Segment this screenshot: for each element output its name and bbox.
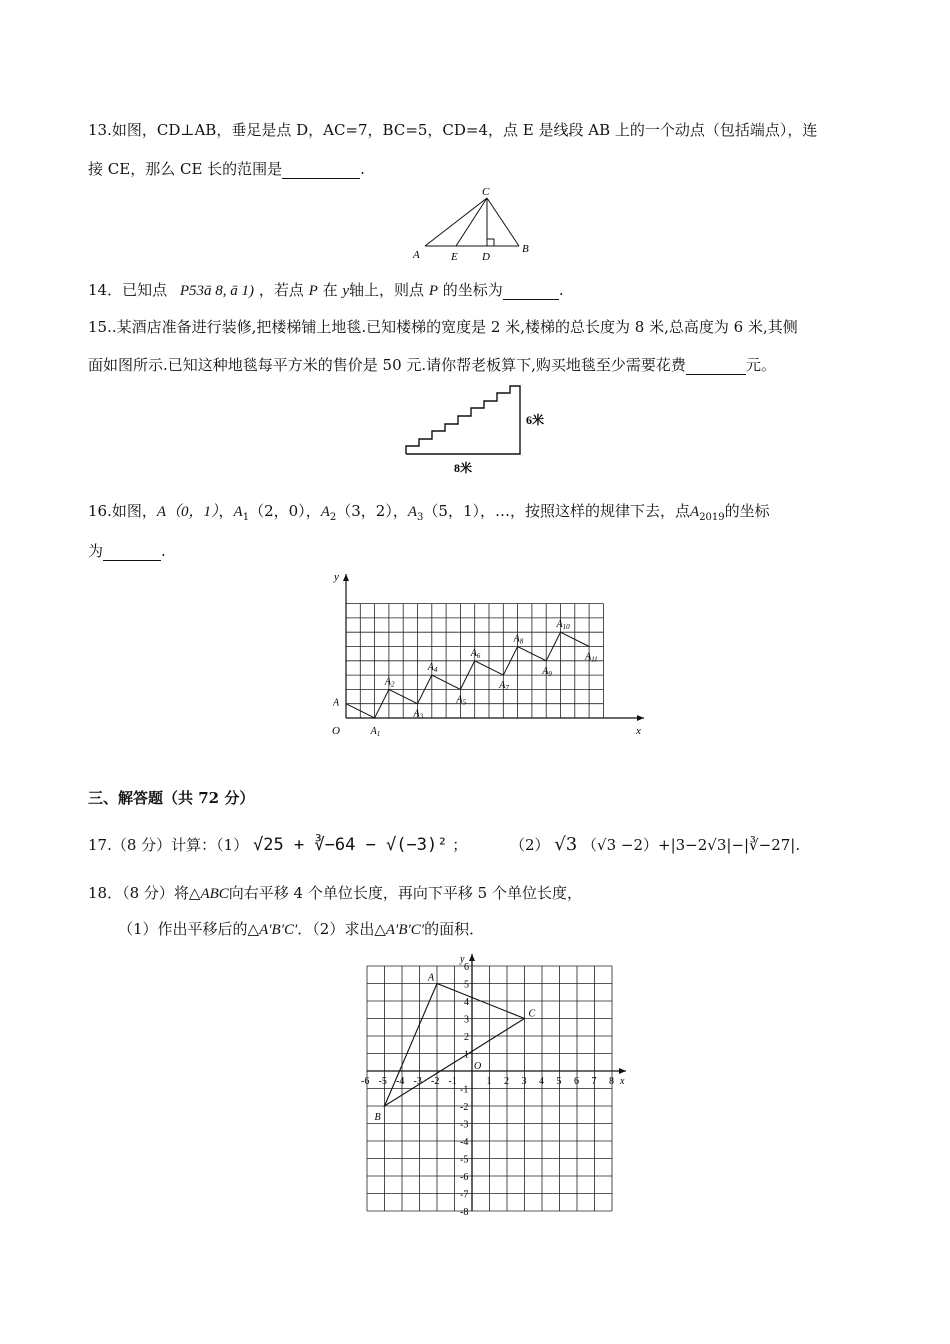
q18-abc: ABC: [200, 886, 229, 902]
y-tick-label: -1: [460, 1084, 469, 1096]
x-tick-label: -4: [396, 1076, 405, 1087]
q16-line1: 16.如图，A（0，1），$A_1(2$，0），$A_2(3$，2），$A_3(5$，1），…，按照这样的规律下去，点$A_{2019}$的坐标: [88, 502, 770, 523]
q16-grid-figure: [326, 568, 652, 740]
x-tick-label: 6: [574, 1076, 579, 1087]
point-label-a9: $A_9$: [542, 665, 552, 678]
q18-part2-end: 的面积．: [424, 920, 485, 938]
q16-a2-name: A: [320, 504, 330, 520]
q17-expression-2a: √3: [554, 834, 578, 855]
q14-axis: 轴上，则点: [349, 281, 425, 299]
x-tick-label: -3: [413, 1076, 422, 1087]
vertex-label-c: C: [528, 1008, 536, 1020]
q18-text1: 18．（8 分）将△: [88, 884, 201, 902]
x-tick-label: 7: [591, 1076, 597, 1087]
y-tick-label: -5: [460, 1154, 469, 1166]
q16-a2-sub: 2: [329, 512, 337, 523]
q16-a1-name: A: [233, 504, 243, 520]
point-label-a11: $A_{11}$: [585, 651, 598, 664]
label-D: D: [482, 251, 490, 263]
label-A: A: [413, 249, 420, 261]
y-arrow: [343, 574, 349, 581]
q15-line2: [88, 354, 776, 375]
q13-line2: [88, 158, 365, 179]
x-tick-label: 8: [609, 1076, 614, 1087]
q14-zai: 在: [322, 281, 338, 299]
point-label-a2: $A_2$: [384, 676, 395, 689]
y-tick-label: 1: [464, 1049, 469, 1061]
origin-label: O: [474, 1061, 482, 1072]
q16-end2: .: [161, 542, 166, 560]
y-tick-label: -6: [460, 1172, 469, 1183]
axis-label-x: x: [636, 725, 641, 737]
point-label-a: A: [333, 697, 340, 709]
y-arrow: [469, 954, 475, 961]
q14-end: .: [558, 281, 564, 299]
stairs-length-label: 8米: [454, 461, 473, 475]
q16-end1: 的坐标: [724, 502, 770, 520]
q17-line: [88, 834, 467, 855]
q18-part1: （1）作出平移后的△: [118, 920, 260, 938]
x-arrow: [619, 1068, 626, 1074]
q13-text: 接 CE，那么 CE 长的范围是: [88, 160, 283, 178]
q13-end: .: [360, 160, 365, 178]
q18-abc-prime: A′B′C′: [259, 922, 298, 938]
q17-prefix: 17.（8 分）计算：（1）: [88, 836, 249, 854]
q14-answer-blank: [503, 281, 559, 300]
q16-a3-coord: （5，1）: [423, 502, 480, 520]
q13-triangle-figure: [405, 182, 535, 264]
point-label-a6: $A_6$: [470, 647, 481, 660]
q14-point-expression: P53ā 8, ā 1): [179, 283, 255, 299]
x-tick-label: -6: [361, 1076, 370, 1087]
q18-abc-prime-2: A′B′C′: [385, 922, 425, 938]
q15-stairs-figure: [400, 382, 560, 478]
y-tick-label: -3: [460, 1119, 469, 1131]
q18-text2: 向右平移 4 个单位长度，再向下平移 5 个单位长度，: [228, 884, 582, 902]
label-E: E: [451, 251, 458, 263]
y-tick-label: 2: [464, 1032, 469, 1043]
axis-label-y: y: [334, 571, 339, 583]
q17-end: .: [795, 836, 801, 854]
point-label-a10: $A_{10}$: [556, 619, 570, 632]
q16-target-sub: 2019: [699, 512, 725, 523]
y-tick-label: 3: [464, 1014, 469, 1026]
q17-expression-2c: +|3−2√3|−|∛−27|: [658, 836, 796, 854]
q16-prefix: 16.如图，: [88, 502, 157, 520]
x-tick-label: 1: [486, 1076, 492, 1087]
point-label-a3: $A_3$: [413, 708, 424, 721]
axis-label-y: y: [460, 954, 465, 965]
q14-y: y: [342, 283, 350, 299]
q16-point-a: A（0，1）: [156, 504, 219, 520]
x-tick-label: -5: [378, 1076, 387, 1087]
vertex-label-b: B: [374, 1112, 381, 1123]
axis-label-x: x: [620, 1076, 625, 1087]
q16-a3-sub: 3: [417, 512, 424, 523]
q16-a2-coord: （3，2）: [336, 502, 393, 520]
q16-a1-coord: （2，0）: [249, 502, 306, 520]
section3-title: 三、解答题（共 72 分）: [88, 789, 255, 807]
q17-expression-2b: （√3 −2）: [582, 836, 659, 854]
y-tick-label: -7: [460, 1189, 469, 1201]
q16-a1-sub: 1: [242, 512, 250, 523]
stairs-height-label: 6米: [526, 413, 545, 427]
vertex-label-a: A: [428, 972, 435, 984]
x-arrow: [637, 715, 644, 721]
x-tick-label: 5: [556, 1076, 562, 1087]
q15-line1: 15..某酒店准备进行装修,把楼梯铺上地毯.已知楼梯的宽度是 2 米,楼梯的总长度为 8 米,总高度为 6 米,其侧: [88, 318, 798, 336]
q14-p2: P: [428, 283, 439, 299]
q16-suffix: ，…，按照这样的规律下去，点: [480, 502, 691, 520]
point-label-a7: $A_7$: [499, 680, 509, 693]
label-B: B: [522, 243, 529, 255]
y-tick-label: 6: [464, 962, 469, 973]
q16-wei: 为: [88, 542, 104, 560]
point-label-a8: $A_8$: [513, 633, 524, 646]
q16-answer-blank: [103, 542, 161, 561]
q14-middle: ，若点: [258, 281, 304, 299]
q17-part2: [510, 834, 800, 855]
y-tick-label: -4: [460, 1137, 469, 1148]
q13-line1: 13.如图，CD⊥AB，垂足是点 D，AC=7，BC=5，CD=4，点 E 是线段 AB 上的一个动点（包括端点），连: [88, 121, 818, 139]
q14-p: P: [308, 283, 318, 299]
q18-line2: [118, 918, 484, 939]
x-tick-label: 3: [521, 1076, 527, 1087]
x-tick-label: 4: [539, 1076, 544, 1087]
q17-part2-label: （2）: [510, 836, 550, 854]
q15-answer-blank: [686, 356, 746, 375]
point-label-a1: $A_1$: [370, 726, 381, 738]
y-tick-label: -8: [460, 1207, 469, 1218]
y-tick-label: 5: [464, 979, 469, 991]
origin-label: O: [332, 725, 340, 737]
point-label-a4: $A_4$: [427, 662, 438, 675]
q17-expression-1: √25 + ∛−64 − √(−3)²: [253, 835, 448, 855]
q18-coordinate-figure: [355, 952, 635, 1220]
q16-target: A: [690, 504, 700, 520]
q18-part2: ．（2）求出△: [297, 920, 386, 938]
q14-suffix: 的坐标为: [442, 281, 503, 299]
q16-a3-name: A: [407, 504, 418, 520]
point-label-a5: $A_5$: [456, 694, 467, 707]
y-tick-label: 4: [464, 997, 469, 1008]
q14-line: [88, 279, 564, 300]
q15-text: 面如图所示.已知这种地毯每平方米的售价是 50 元.请你帮老板算下,购买地毯至少需要花费: [88, 356, 686, 374]
x-tick-label: 2: [504, 1076, 509, 1087]
q14-prefix: 14．已知点: [88, 281, 168, 299]
x-tick-label: -1: [448, 1076, 457, 1087]
q17-semicolon: ；: [452, 836, 468, 854]
label-C: C: [482, 186, 490, 198]
x-tick-label: -2: [431, 1076, 440, 1087]
y-tick-label: -2: [460, 1102, 469, 1113]
q15-end: 元。: [745, 356, 776, 374]
q13-answer-blank: [282, 160, 360, 179]
q16-line2: [88, 540, 166, 561]
q18-line1: [88, 882, 582, 903]
